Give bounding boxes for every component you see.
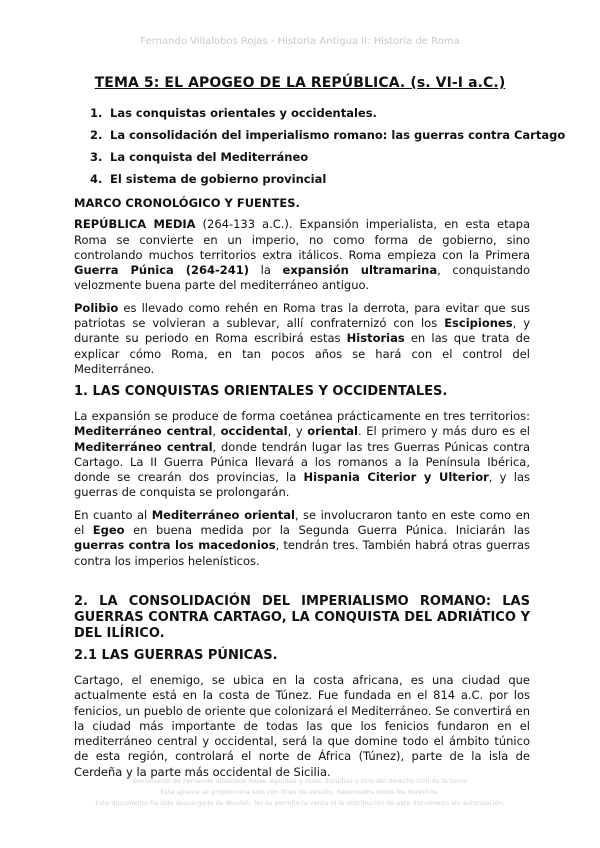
text-run: en buena medida por la Segunda Guerra Púnica. Iniciarán las (124, 523, 530, 538)
bold-term: Hispania Citerior y Ulterior (303, 470, 489, 485)
marco-section (74, 196, 530, 377)
toc-number: 4. (90, 172, 103, 186)
bold-term: Guerra Púnica (264-241) (74, 263, 250, 278)
text-run: , (212, 424, 221, 439)
bold-term: occidental (220, 424, 288, 439)
marco-paragraph-1 (74, 217, 530, 293)
bold-term: Egeo (92, 523, 125, 538)
bold-term: expansión ultramarina (282, 263, 438, 278)
bold-term: Mediterráneo oriental (151, 507, 295, 522)
page-title: TEMA 5: EL APOGEO DE LA REPÚBLICA. (s. VI-I a.C.) (94, 75, 506, 91)
text-run: , y durante su periodo en Roma escribirá estas (74, 316, 531, 346)
section-1 (74, 384, 530, 569)
section-2 (74, 594, 530, 780)
marco-heading: MARCO CRONOLÓGICO Y FUENTES. (74, 196, 300, 210)
text-run: en las que trata de explicar cómo Roma, en tan pocos años se hará con el control del Mediterráneo. (74, 331, 530, 376)
text-run: , y (287, 424, 308, 439)
footer-line: Este documento ha sido descargado de Wuolah. No se permite la venta ni la distribución de este documento sin autorización. (95, 799, 505, 807)
toc-text: El sistema de gobierno provincial (110, 172, 327, 186)
text-run: , tendrán tres. También habrá otras guerras contra los imperios helenísticos. (74, 538, 530, 568)
text-run: . El primero y más duro es el (357, 424, 530, 439)
text-run: (264-133 a.C.). Expansión imperialista, en esta etapa Roma se convierte en un imperio, no como forma de gobierno, sino controlando muchos territorios extra itálicos. Roma empieza con la Primera (74, 217, 530, 262)
page-header: Fernando Villalobos Rojas - Historia Antigua II: Historia de Roma (140, 36, 460, 47)
toc-item (90, 171, 565, 193)
section-2-heading: 2. LA CONSOLIDACIÓN DEL IMPERIALISMO ROMANO: LAS GUERRAS CONTRA CARTAGO, LA CONQUISTA DEL ADRIÁTICO Y DEL ILÍRICO. (74, 594, 530, 641)
text-run: , se involucraron tanto en este como en el (74, 507, 530, 538)
toc-text: La conquista del Mediterráneo (110, 150, 309, 164)
section-1-heading: 1. LAS CONQUISTAS ORIENTALES Y OCCIDENTALES. (74, 384, 448, 399)
bold-term: Polibio (74, 300, 119, 315)
toc-number: 2. (90, 128, 103, 142)
text-run: , y las guerras de conquista se prolongarán. (74, 470, 530, 500)
text-run: La expansión se produce de forma coetánea prácticamente en tres territorios: (74, 409, 530, 423)
section-2-paragraph-1: Cartago, el enemigo, se ubica en la costa africana, es una ciudad que actualmente está en la costa de Túnez. Fue fundada en el 814 a.C. por los fenicios, un pueblo de oriente que colonizará el Mediterráneo. Se convertirá en la ciudad más importante de todas las que los fenicios fundaron en el mediterráneo central y occidental, será la que domine todo el ámbito túnico de esta región, controlará el norte de África (Túnez), parte de la isla de Cerdeña y la parte más occidental de Sicilia. (74, 673, 530, 779)
toc-item (90, 127, 565, 149)
toc-text: La consolidación del imperialismo romano: las guerras contra Cartago (110, 128, 566, 142)
text-run: , conquistando velozmente buena parte del mediterráneo antiguo. (74, 263, 530, 293)
marco-paragraph-2 (74, 301, 530, 377)
page-footer (60, 776, 540, 809)
text-run: , donde tendrán lugar las tres Guerras Púnicas contra Cartago. La II Guerra Púnica llevará a los romanos a la Península Ibérica, donde se crearán dos provincias, la (74, 439, 530, 485)
toc-number: 3. (90, 150, 103, 164)
footer-line: Este apunte se proporciona solo con fines de estudio. Reservados todos los derechos. (160, 788, 440, 796)
toc-item (90, 105, 565, 127)
text-run: es llevado como rehén en Roma tras la derrota, para evitar que sus patriotas se volvieran a sublevar, allí confraternizó con los (74, 300, 530, 331)
bold-term: Mediterráneo central (74, 424, 213, 439)
toc-text: Las conquistas orientales y occidentales. (110, 106, 377, 120)
toc-item (90, 149, 565, 171)
bold-term: Escipiones (444, 316, 513, 331)
bold-term: oriental (307, 424, 358, 439)
bold-term: Mediterráneo central (74, 439, 213, 454)
table-of-contents (90, 105, 565, 193)
section-1-paragraph-2 (74, 508, 530, 569)
footer-line: Documento de Fernando Villalobos Rojas. Apuntes y otros. Estudios y ocio del derecho civil de la tierra (133, 777, 467, 785)
section-2-1-heading: 2.1 LAS GUERRAS PÚNICAS. (74, 648, 278, 663)
bold-term: guerras contra los macedonios (74, 538, 276, 553)
toc-number: 1. (90, 106, 103, 120)
bold-term: Historias (346, 331, 405, 346)
section-1-paragraph-1 (74, 409, 530, 501)
text-run: la (249, 263, 283, 278)
bold-term: REPÚBLICA MEDIA (74, 217, 196, 232)
text-run: En cuanto al (74, 507, 152, 522)
